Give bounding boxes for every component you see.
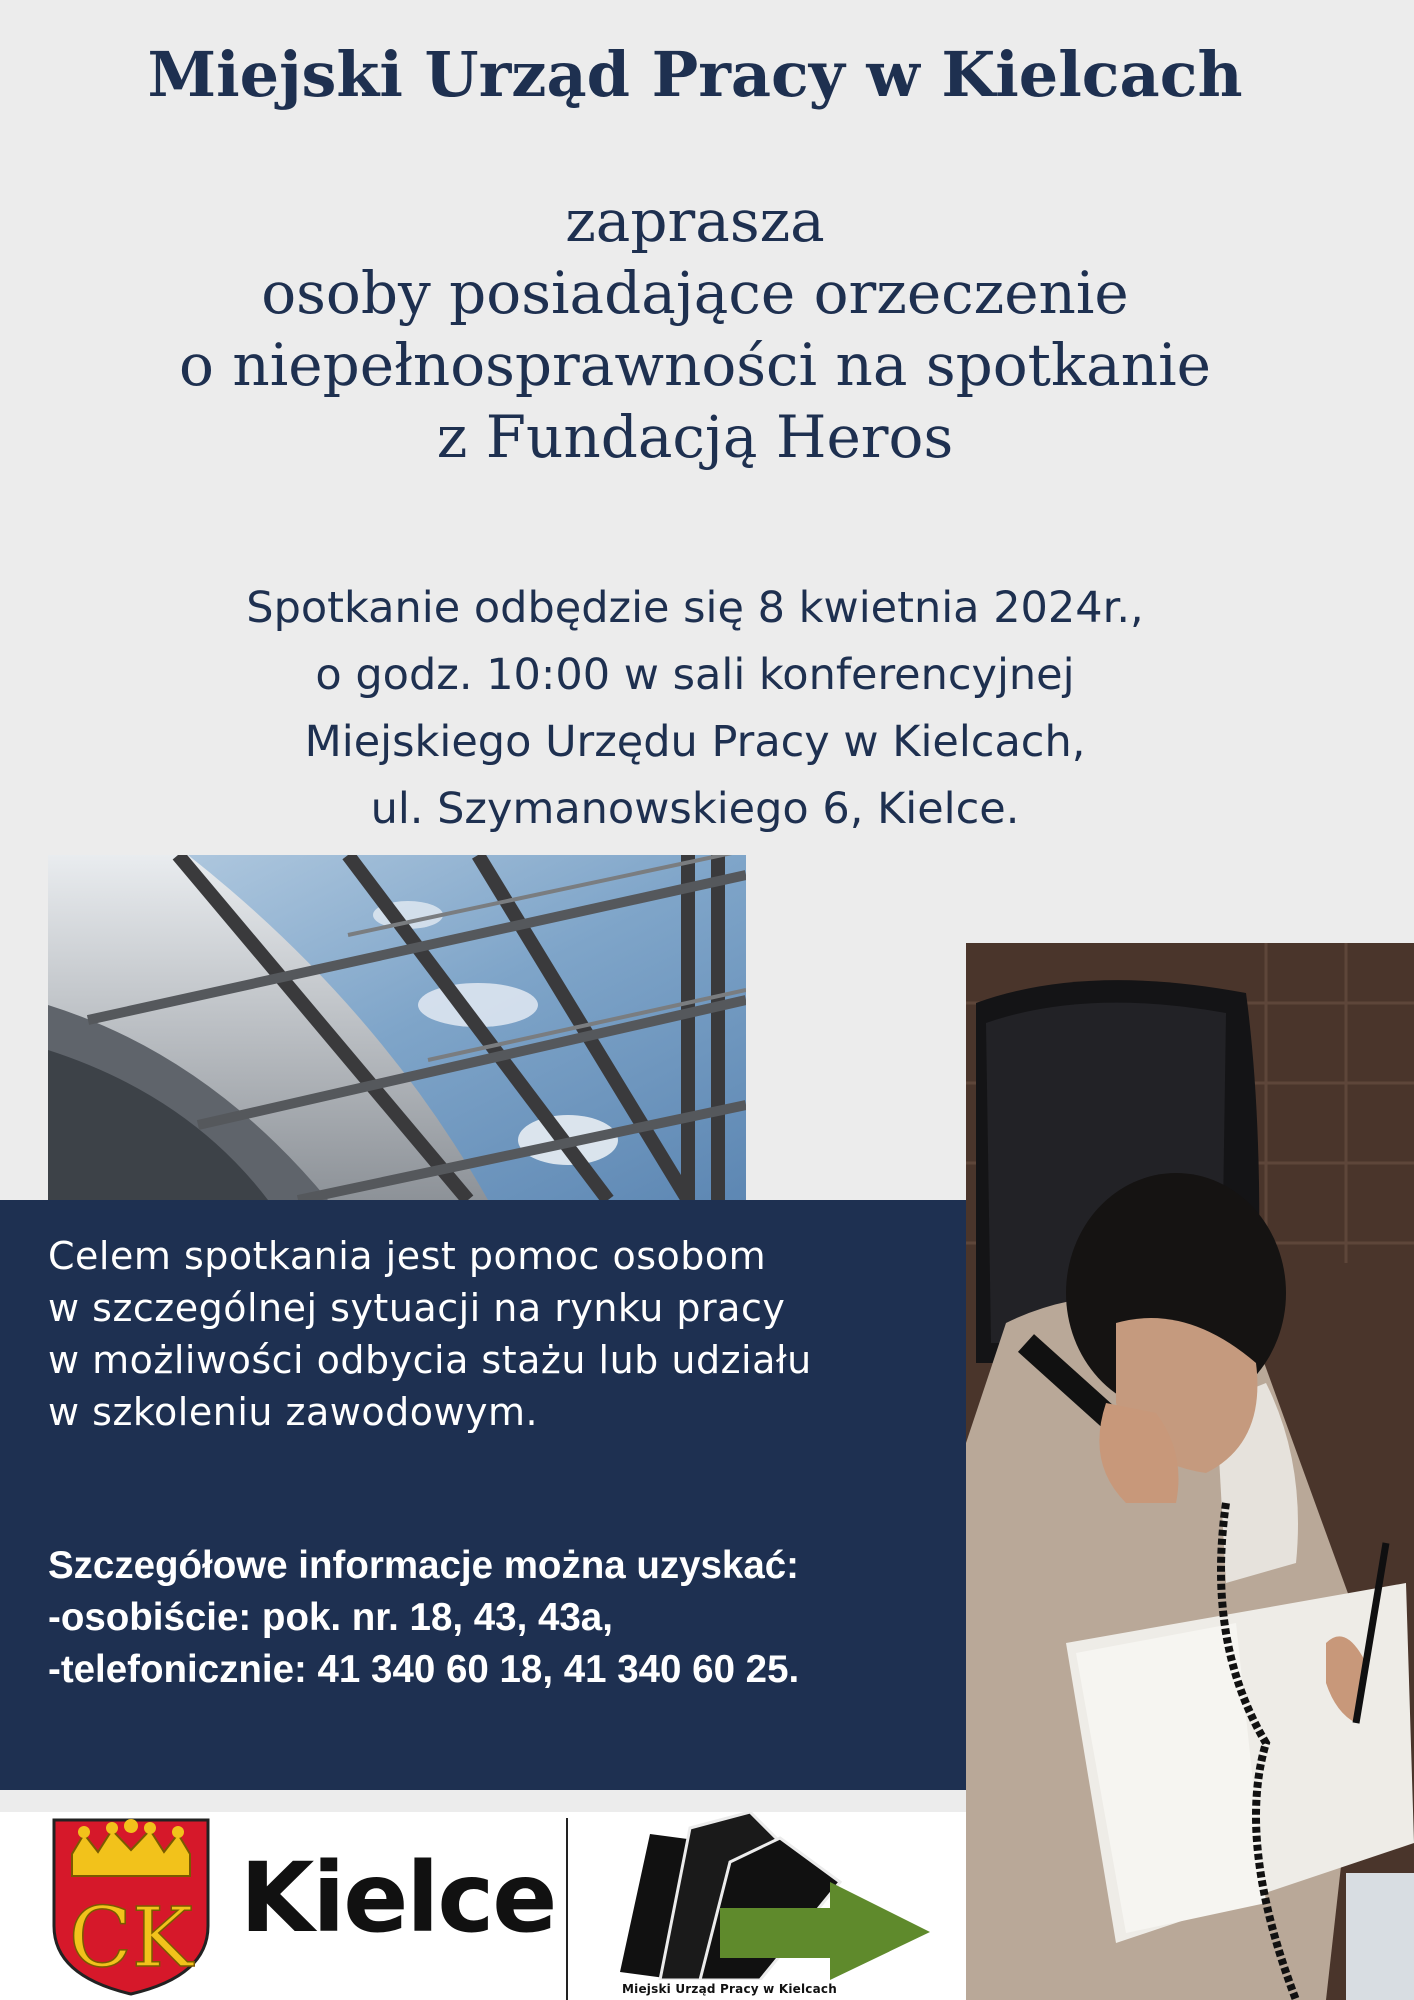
meeting-line: Spotkanie odbędzie się 8 kwietnia 2024r., <box>246 583 1144 633</box>
invitation-line: z Fundacją Heros <box>436 403 954 471</box>
purpose-line: w szczególnej sytuacji na rynku pracy <box>48 1286 786 1330</box>
contact-line: -telefonicznie: 41 340 60 18, 41 340 60 25. <box>48 1648 800 1691</box>
purpose-line: Celem spotkania jest pomoc osobom <box>48 1234 767 1278</box>
meeting-line: Miejskiego Urzędu Pracy w Kielcach, <box>304 717 1086 767</box>
invitation-line: zaprasza <box>565 187 825 255</box>
svg-text:CK: CK <box>68 1891 194 1986</box>
invitation-text <box>0 185 1390 473</box>
purpose-line: w możliwości odbycia stażu lub udziału <box>48 1338 812 1382</box>
labour-office-logo-icon <box>620 1812 940 1980</box>
contact-line: Szczegółowe informacje można uzyskać: <box>48 1544 799 1587</box>
logo-divider <box>566 1818 568 2000</box>
footer-logos <box>0 1790 966 2000</box>
invitation-line: osoby posiadające orzeczenie <box>261 259 1129 327</box>
purpose-line: w szkoleniu zawodowym. <box>48 1390 539 1434</box>
office-worker-photo <box>966 943 1414 2000</box>
meeting-line: o godz. 10:00 w sali konferencyjnej <box>315 650 1075 700</box>
kielce-wordmark: Kielce <box>240 1842 556 1954</box>
meeting-purpose <box>48 1230 948 1438</box>
page-title: Miejski Urząd Pracy w Kielcach <box>147 38 1243 111</box>
meeting-line: ul. Szymanowskiego 6, Kielce. <box>370 784 1020 834</box>
meeting-details <box>0 575 1390 843</box>
contact-info <box>48 1540 958 1696</box>
kielce-coat-of-arms-icon <box>50 1816 212 1998</box>
invitation-line: o niepełnosprawności na spotkanie <box>179 331 1211 399</box>
skylight-photo <box>48 855 746 1200</box>
info-panel <box>0 1200 966 1790</box>
contact-line: -osobiście: pok. nr. 18, 43, 43a, <box>48 1596 613 1639</box>
labour-office-caption: Miejski Urząd Pracy w Kielcach <box>622 1982 837 1996</box>
